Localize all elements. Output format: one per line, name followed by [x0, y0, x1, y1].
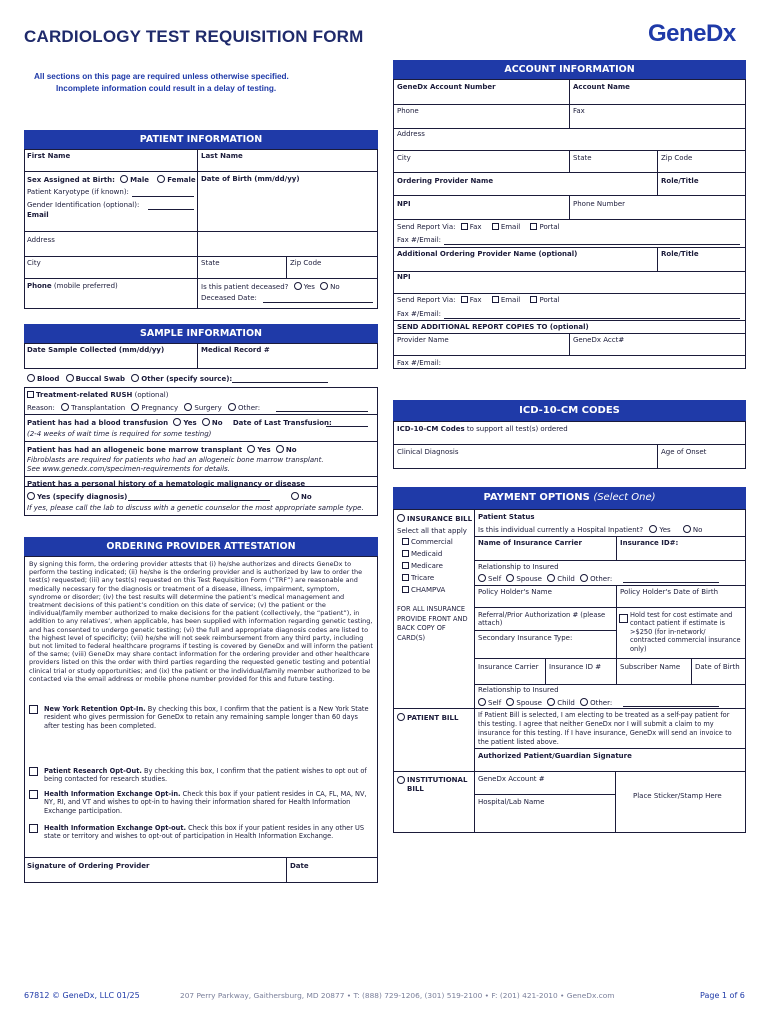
hospital-inpatient-row — [478, 525, 702, 535]
rush-label: Treatment-related RUSH — [36, 391, 133, 399]
fax-checkbox-2[interactable] — [461, 296, 468, 303]
transfusion-no-label: No — [211, 419, 223, 427]
role-title-2-field[interactable]: Role/Title — [661, 250, 699, 258]
medicaid-option — [402, 550, 442, 559]
spouse-label-2: Spouse — [516, 699, 542, 707]
patient-phone-note: (mobile preferred) — [53, 282, 118, 290]
institutional-bill-radio[interactable] — [397, 776, 405, 784]
child-label: Child — [557, 575, 575, 583]
patient-section-header: PATIENT INFORMATION — [24, 130, 378, 149]
portal-option-label-2: Portal — [539, 296, 560, 304]
deceased-question: Is this patient deceased? — [201, 283, 289, 291]
allogeneic-note-1: Fibroblasts are required for patients who had an allogeneic bone marrow transplant. — [27, 456, 324, 464]
date-collected-field[interactable]: Date Sample Collected (mm/dd/yy) — [27, 346, 165, 354]
role-title-field[interactable]: Role/Title — [661, 177, 699, 185]
allogeneic-note-2: See www.genedx.com/specimen-requirements for details. — [27, 465, 230, 473]
spouse-radio-2[interactable] — [506, 698, 514, 706]
portal-checkbox[interactable] — [530, 223, 537, 230]
relationship-label-2: Relationship to Insured — [478, 686, 559, 694]
payment-heading-sub: (Select One) — [593, 492, 656, 503]
deceased-date-field[interactable]: Deceased Date: — [201, 294, 257, 302]
research-optout-checkbox[interactable] — [29, 767, 38, 776]
insurance-bill-label: INSURANCE BILL — [407, 515, 473, 523]
hematologic-question: Patient has a personal history of a hematologic malignancy or disease — [27, 480, 306, 488]
signature-date-field[interactable]: Date — [290, 862, 309, 870]
spouse-radio[interactable] — [506, 574, 514, 582]
icd-codes-field[interactable] — [397, 425, 568, 434]
self-radio[interactable] — [478, 574, 486, 582]
sample-type-row — [27, 374, 232, 384]
pregnancy-radio[interactable] — [131, 403, 139, 411]
child-radio[interactable] — [547, 574, 555, 582]
hospital-lab-name-field[interactable]: Hospital/Lab Name — [478, 798, 545, 806]
patient-bill-text: If Patient Bill is selected, I am electing to be treated as a self-pay patient for this testing. I agree that neither GeneDx nor I will submit a claim to my insurance for this testing. If I have insurance, GeneDx will send an invoice to the patient listed above. — [478, 711, 732, 746]
tricare-checkbox[interactable] — [402, 574, 409, 581]
hematologic-yes-label: Yes (specify diagnosis) — [37, 493, 128, 501]
female-radio[interactable] — [157, 175, 165, 183]
buccal-radio[interactable] — [66, 374, 74, 382]
commercial-label: Commercial — [411, 538, 453, 546]
insurance-card-note: FOR ALL INSURANCE PROVIDE FRONT AND BACK COPY OF CARD(S) — [397, 605, 468, 642]
surgery-label: Surgery — [194, 404, 222, 412]
relationship-label: Relationship to Insured — [478, 563, 559, 571]
additional-provider-field[interactable]: Additional Ordering Provider Name (optional) — [397, 250, 578, 258]
hold-test-checkbox[interactable] — [619, 614, 628, 623]
transfusion-no-radio[interactable] — [202, 418, 210, 426]
deceased-no-label: No — [330, 283, 340, 291]
medicare-label: Medicare — [411, 562, 443, 570]
commercial-checkbox[interactable] — [402, 538, 409, 545]
transfusion-note: (2-4 weeks of wait time is required for some testing) — [27, 430, 212, 438]
email-checkbox-2[interactable] — [492, 296, 499, 303]
other-reason-label: Other: — [238, 404, 261, 412]
provider-signature-field[interactable]: Signature of Ordering Provider — [27, 862, 150, 870]
email-checkbox[interactable] — [492, 223, 499, 230]
account-phone-field[interactable]: Phone — [397, 107, 419, 115]
research-optout-text: By checking this box, I confirm that the patient wishes to opt out of being contacted for research studies. — [44, 767, 367, 784]
medical-record-field[interactable]: Medical Record # — [201, 346, 270, 354]
last-name-field[interactable]: Last Name — [201, 152, 243, 160]
patient-email-field[interactable]: Email — [27, 211, 49, 219]
inpatient-yes-radio[interactable] — [649, 525, 657, 533]
allogeneic-yes-radio[interactable] — [247, 445, 255, 453]
research-optout-title: Patient Research Opt-Out. — [44, 767, 142, 775]
patient-address-field[interactable]: Address — [27, 236, 55, 244]
policy-holder-name-field[interactable]: Policy Holder's Name — [478, 588, 552, 596]
dob-field[interactable]: Date of Birth (mm/dd/yy) — [201, 175, 300, 183]
send-additional-copies-heading: SEND ADDITIONAL REPORT COPIES TO (optional) — [397, 323, 589, 331]
patient-phone-field[interactable] — [27, 282, 118, 291]
relationship-row-2 — [478, 698, 612, 708]
relationship-row — [478, 574, 612, 584]
other-relationship-radio[interactable] — [580, 574, 588, 582]
blood-radio[interactable] — [27, 374, 35, 382]
transfusion-row — [27, 418, 332, 428]
patient-city-field[interactable]: City — [27, 259, 41, 267]
patient-phone-label: Phone — [27, 282, 52, 290]
hie-optin-text: Check this box if your patient resides in CA, FL, MA, NV, NY, RI, and VT and wishes to opt-in to having their information shared for Health Information Exchange participation. — [44, 790, 367, 815]
deceased-yes-radio[interactable] — [294, 282, 302, 290]
insurance-carrier-field[interactable]: Name of Insurance Carrier — [478, 539, 582, 547]
allogeneic-question: Patient has had an allogeneic bone marrow transplant — [27, 446, 243, 454]
account-section-header: ACCOUNT INFORMATION — [393, 60, 746, 79]
reason-row — [27, 403, 260, 413]
sticker-stamp-area[interactable]: Place Sticker/Stamp Here — [633, 792, 722, 800]
icd-codes-label: ICD-10-CM Codes — [397, 425, 465, 433]
account-name-field[interactable]: Account Name — [573, 83, 630, 91]
attestation-section-header: ORDERING PROVIDER ATTESTATION — [24, 537, 378, 556]
medicaid-label: Medicaid — [411, 550, 443, 558]
ny-retention-text: By checking this box, I confirm that the patient is a New York State resident who gives permission for GeneDx to retain any remaining sample longer than 60 days after testing has been completed. — [44, 705, 369, 730]
spouse-label: Spouse — [516, 575, 542, 583]
first-name-field[interactable]: First Name — [27, 152, 71, 160]
hematologic-no-label: No — [301, 493, 312, 501]
hie-optin-title: Health Information Exchange Opt-in. — [44, 790, 181, 798]
patient-zip-field[interactable]: Zip Code — [290, 259, 322, 267]
child-label-2: Child — [557, 699, 575, 707]
other-relationship-radio-2[interactable] — [580, 698, 588, 706]
portal-checkbox-2[interactable] — [530, 296, 537, 303]
commercial-option — [402, 538, 453, 547]
allogeneic-no-radio[interactable] — [276, 445, 284, 453]
other-source-radio[interactable] — [131, 374, 139, 382]
champva-checkbox[interactable] — [402, 586, 409, 593]
email-option-label-2: Email — [500, 296, 521, 304]
clinical-diagnosis-field[interactable]: Clinical Diagnosis — [397, 448, 459, 456]
medicare-checkbox[interactable] — [402, 562, 409, 569]
child-radio-2[interactable] — [547, 698, 555, 706]
secondary-dob-field[interactable]: Date of Birth — [695, 663, 740, 671]
patient-bill-option — [397, 713, 458, 723]
buccal-label: Buccal Swab — [75, 375, 126, 383]
medicaid-checkbox[interactable] — [402, 550, 409, 557]
inpatient-no-label: No — [692, 526, 703, 534]
hie-optout-checkbox[interactable] — [29, 824, 38, 833]
send-report-via-label-2: Send Report Via: — [397, 296, 456, 304]
hie-optin-checkbox[interactable] — [29, 790, 38, 799]
rush-optional-label: (optional) — [134, 391, 169, 399]
fax-option-label-2: Fax — [469, 296, 482, 304]
tricare-label: Tricare — [411, 574, 435, 582]
reason-label: Reason: — [27, 404, 55, 412]
institutional-bill-option — [397, 776, 468, 794]
blood-label: Blood — [37, 375, 60, 383]
rush-row — [27, 391, 168, 400]
transfusion-question: Patient has had a blood transfusion — [27, 419, 169, 427]
send-report-via-row-2 — [397, 296, 560, 305]
last-transfusion-label: Date of Last Transfusion: — [232, 419, 332, 427]
attestation-body: By signing this form, the ordering provider attests that (i) he/she authorizes and directs GeneDx to perform the testing indicated; (ii) he/she is the ordering provider and is authorized by law to order the test(s) requested; (iii) any test(s) requested on this Test Requisition Form (“TRF”) are reasonable and medically necessary for the diagnosis or treatment of a disease, illness, impairment, symptom, syndrome or disorder; (iv) the test results will determine the patient’s medical management and treatment decisions of this patient’s condition on this date of service; (v) the patient or the individual/family member authorized to make decisions for the patient (collectively, the “patient”), in addition to any relatives’, when applicable, has been supplied with information regarding genetic testing, and has consented to undergo genetic testing; (vi) the full and appropriate diagnosis codes are listed to the highest level of specificity; (vii) he/she will not seek reimbursement from any third party, including but not limited to federal healthcare programs if testing is covered by GeneDx and will inform the patient of the same; (viii) GeneDx may share contact information for the ordering provider and other healthcare providers listed on this the order with third parties regarding the requested genetic testing and potential clinical trial or study opportunities; and (ix) the patient or the individual/family member authorized to be contacted via the email address or mobile phone number provided for this and future testing. — [29, 560, 373, 683]
patient-status-label: Patient Status — [478, 513, 535, 521]
hie-optout-text: Check this box if your patient resides in any other US state or territory and wishes to opt-out of participation in Health Information Exchange. — [44, 824, 365, 841]
select-all-label: Select all that apply — [397, 527, 467, 535]
genedx-acct-field[interactable]: GeneDx Acct# — [573, 336, 625, 344]
champva-option — [402, 586, 445, 595]
ny-retention-title: New York Retention Opt-In. — [44, 705, 146, 713]
champva-label: CHAMPVA — [411, 586, 446, 594]
ny-retention-checkbox[interactable] — [29, 705, 38, 714]
deceased-row — [201, 282, 340, 292]
female-label: Female — [167, 176, 196, 184]
sex-assigned-row — [27, 175, 196, 185]
deceased-no-radio[interactable] — [320, 282, 328, 290]
portal-option-label: Portal — [539, 223, 560, 231]
secondary-id-field[interactable]: Insurance ID # — [549, 663, 602, 671]
icd-codes-text: to support all test(s) ordered — [466, 425, 568, 433]
hie-optout-title: Health Information Exchange Opt-out. — [44, 824, 186, 832]
phone-number-field[interactable]: Phone Number — [573, 200, 626, 208]
payment-heading: PAYMENT OPTIONS — [483, 492, 590, 503]
karyotype-field[interactable]: Patient Karyotype (if known): — [27, 188, 129, 196]
self-label: Self — [488, 575, 502, 583]
deceased-yes-label: Yes — [303, 283, 315, 291]
tricare-option — [402, 574, 434, 583]
age-of-onset-field[interactable]: Age of Onset — [661, 448, 707, 456]
gender-identification-field[interactable]: Gender Identification (optional): — [27, 201, 140, 209]
patient-state-field[interactable]: State — [201, 259, 220, 267]
male-radio[interactable] — [120, 175, 128, 183]
institutional-account-field[interactable]: GeneDx Account # — [478, 775, 545, 783]
footer-code: 67812 © GeneDx, LLC 01/25 — [24, 991, 140, 1000]
guardian-signature-field[interactable]: Authorized Patient/Guardian Signature — [478, 752, 632, 760]
secondary-carrier-field[interactable]: Insurance Carrier — [478, 663, 539, 671]
fax-option-label: Fax — [469, 223, 482, 231]
allogeneic-row — [27, 445, 297, 455]
institutional-bill-label: INSTITUTIONAL BILL — [407, 776, 468, 793]
fax-checkbox[interactable] — [461, 223, 468, 230]
npi-2-field[interactable]: NPI — [397, 273, 411, 281]
pregnancy-label: Pregnancy — [141, 404, 179, 412]
fax-email-field-2[interactable]: Fax #/Email: — [397, 310, 442, 318]
other-reason-radio[interactable] — [228, 403, 236, 411]
account-state-field[interactable]: State — [573, 154, 592, 162]
policy-holder-dob-field[interactable]: Policy Holder's Date of Birth — [620, 588, 719, 596]
account-zip-field[interactable]: Zip Code — [661, 154, 693, 162]
secondary-insurance-field[interactable]: Secondary Insurance Type: — [478, 634, 573, 642]
sample-section-header: SAMPLE INFORMATION — [24, 324, 378, 343]
fax-email-field[interactable]: Fax #/Email: — [397, 236, 442, 244]
genedx-logo: GeneDx — [648, 20, 736, 47]
patient-bill-radio[interactable] — [397, 713, 405, 721]
payment-section-header — [393, 487, 746, 509]
account-address-field[interactable]: Address — [397, 130, 425, 138]
account-city-field[interactable]: City — [397, 154, 411, 162]
self-radio-2[interactable] — [478, 698, 486, 706]
transfusion-yes-label: Yes — [183, 419, 197, 427]
send-report-via-label: Send Report Via: — [397, 223, 456, 231]
notice-line-2: Incomplete information could result in a delay of testing. — [56, 84, 277, 93]
patient-bill-label: PATIENT BILL — [407, 714, 459, 722]
insurance-bill-option — [397, 514, 472, 524]
footer-address: 207 Perry Parkway, Gaithersburg, MD 20877 • T: (888) 729-1206, (301) 519-2100 • F: (201) 421-2010 • GeneDx.com — [180, 991, 615, 1000]
insurance-id-field[interactable]: Insurance ID#: — [620, 539, 679, 547]
fax-email-field-3[interactable]: Fax #/Email: — [397, 359, 442, 367]
inpatient-yes-label: Yes — [659, 526, 671, 534]
rush-checkbox[interactable] — [27, 391, 34, 398]
medicare-option — [402, 562, 443, 571]
subscriber-name-field[interactable]: Subscriber Name — [620, 663, 681, 671]
footer-page-number: Page 1 of 6 — [700, 991, 745, 1000]
male-label: Male — [130, 176, 149, 184]
page-title: CARDIOLOGY TEST REQUISITION FORM — [24, 27, 364, 46]
transplantation-label: Transplantation — [71, 404, 126, 412]
allogeneic-yes-label: Yes — [257, 446, 271, 454]
hematologic-box — [24, 476, 378, 516]
other-relationship-label-2: Other: — [590, 699, 613, 707]
hospital-inpatient-question: Is this individual currently a Hospital Inpatient? — [478, 526, 644, 534]
email-option-label: Email — [500, 223, 521, 231]
ordering-provider-field[interactable]: Ordering Provider Name — [397, 177, 494, 185]
other-source-label: Other (specify source): — [141, 375, 233, 383]
npi-field[interactable]: NPI — [397, 200, 411, 208]
transplantation-radio[interactable] — [61, 403, 69, 411]
inpatient-no-radio[interactable] — [683, 525, 691, 533]
icd-section-header: ICD-10-CM CODES — [393, 400, 746, 421]
insurance-bill-radio[interactable] — [397, 514, 405, 522]
transfusion-yes-radio[interactable] — [173, 418, 181, 426]
referral-field[interactable]: Referral/Prior Authorization # (please attach) — [478, 611, 606, 628]
sex-assigned-label: Sex Assigned at Birth: — [27, 176, 115, 184]
provider-name-field[interactable]: Provider Name — [397, 336, 449, 344]
send-report-via-row — [397, 223, 560, 232]
hold-test-text: Hold test for cost estimate and contact patient if estimate is >$250 (for in-network/ contracted commercial insurance only) — [630, 611, 741, 653]
notice-line-1: All sections on this page are required unless otherwise specified. — [34, 72, 289, 81]
self-label-2: Self — [488, 699, 502, 707]
allogeneic-no-label: No — [285, 446, 297, 454]
other-relationship-label: Other: — [590, 575, 613, 583]
hematologic-note: If yes, please call the lab to discuss with a genetic counselor the most appropriate sample type. — [27, 504, 364, 512]
surgery-radio[interactable] — [184, 403, 192, 411]
account-fax-field[interactable]: Fax — [573, 107, 585, 115]
genedx-account-number-field[interactable]: GeneDx Account Number — [397, 83, 496, 91]
